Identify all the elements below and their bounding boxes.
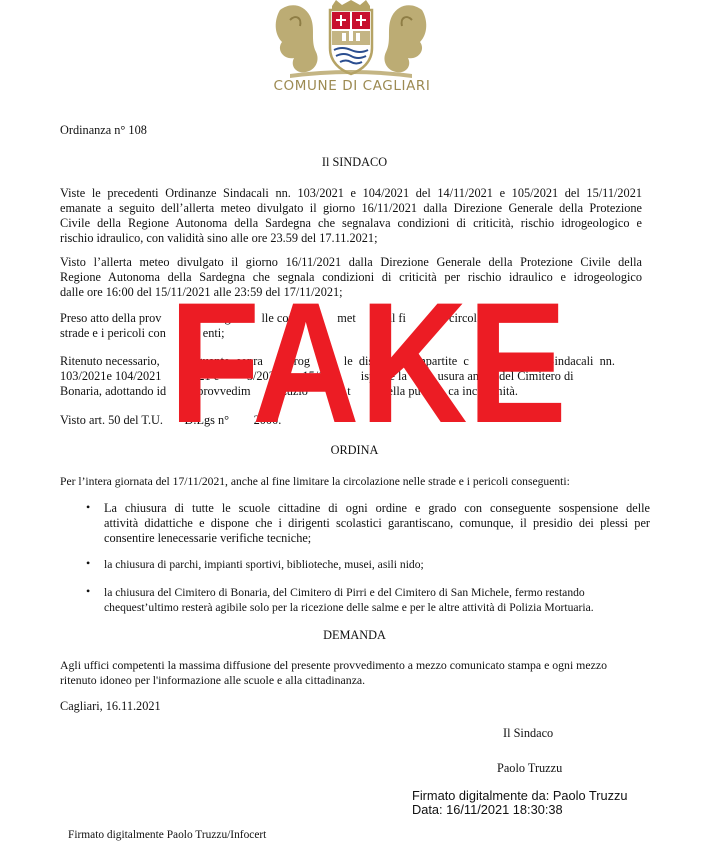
ordina-heading: ORDINA — [330, 443, 379, 457]
paragraph-line: 103/2021e 104/2021 021 e 5/202 15/11 isporre la usura anche del Cimitero di — [60, 369, 574, 383]
place-date: Cagliari, 16.11.2021 — [60, 699, 161, 713]
bullet-point: • — [86, 584, 91, 598]
demanda-line: Agli uffici competenti la massima diffusione del presente provvedimento a mezzo comunicato stampa e ogni mezzo — [60, 658, 607, 672]
item-line: consentire lenecessarie verifiche tecniche; — [104, 531, 312, 545]
paragraph-line: dalle ore 16:00 del 15/11/2021 alle 23:59 del 17/11/2021; — [60, 285, 343, 299]
signature-name: Paolo Truzzu — [497, 761, 563, 775]
demanda-text — [60, 658, 660, 688]
ordina-item-cimiteri — [104, 585, 650, 615]
footer-digital-signature: Firmato digitalmente Paolo Truzzu/Infocert — [68, 829, 267, 841]
item-line: la chiusura del Cimitero di Bonaria, del Cimitero di Pirri e del Cimitero di San Michele, fermo restando — [104, 586, 585, 599]
bullet-point: • — [86, 556, 91, 570]
paragraph-line: rischio idraulico, con validità sino alle ore 23.59 del 17.11.2021; — [60, 231, 378, 245]
fake-watermark-text: FAKE — [169, 292, 567, 432]
visto-art-50: Visto art. 50 del T.U. D.Lgs n° 2000. — [60, 413, 282, 427]
digital-signature-line1: Firmato digitalmente da: Paolo Truzzu — [412, 788, 628, 803]
demanda-heading: DEMANDA — [323, 628, 386, 642]
paragraph-line: Regione Autonoma della Sardegna che segnala condizioni di criticità per rischio idraulico e idrogeologico — [60, 270, 642, 284]
paragraph-line: Civile della Regione Autonoma della Sardegna che segnalava condizioni di criticità, rischio idrogeologico e — [60, 216, 642, 230]
ordina-intro: Per l’intera giornata del 17/11/2021, anche al fine limitare la circolazione nelle strade e i pericoli conseguenti: — [60, 475, 570, 488]
paragraph-line: strade e i pericoli con enti; — [60, 326, 225, 340]
signature-role: Il Sindaco — [503, 726, 554, 740]
paragraph-line: Viste le precedenti Ordinanze Sindacali nn. 103/2021 e 104/2021 del 14/11/2021 e 105/2021 del 15/11/2021 — [60, 186, 642, 200]
item-line: attività didattiche e dispone che i dirigenti scolastici garantiscano, comunque, il presidio dei plessi per — [104, 516, 650, 530]
ordina-item-parchi: la chiusura di parchi, impianti sportivi, biblioteche, musei, asili nido; — [104, 558, 424, 571]
paragraph-line: Visto l’allerta meteo divulgato il giorno 16/11/2021 dalla Direzione Generale della Protezione Civile della — [60, 255, 642, 269]
demanda-line: ritenuto idoneo per l'informazione alle scuole e alla cittadinanza. — [60, 673, 366, 687]
logo-text: COMUNE DI CAGLIARI — [273, 78, 431, 94]
item-line: chequest’ultimo resterà agibile solo per la ricezione delle salme e per le altre attività di Polizia Mortuaria. — [104, 601, 594, 614]
fake-watermark-stamp — [168, 292, 568, 432]
document-title: Il SINDACO — [321, 155, 388, 169]
digital-signature-line2: Data: 16/11/2021 18:30:38 — [412, 802, 563, 817]
item-line: La chiusura di tutte le scuole cittadine di ogni ordine e grado con conseguente sospensione delle — [104, 501, 650, 515]
paragraph-line: Preso atto della prov one neg lle condiz met al fi circolazione nelle — [60, 311, 537, 325]
bullet-point: • — [86, 500, 91, 514]
paragraph-viste — [60, 186, 642, 246]
paragraph-line: Bonaria, adottando id i provvedim zuzio a t della pu ca incolumità. — [60, 384, 518, 398]
ordina-item-scuole — [104, 501, 650, 546]
paragraph-line: emanate a seguito dell’allerta meteo divulgato il giorno 16/11/2021 dalla Direzione Generale della Protezione — [60, 201, 642, 215]
ordinanza-number: Ordinanza n° 108 — [60, 123, 147, 137]
paragraph-line: Ritenuto necessario, quanto sopra rog le disp mpartite c Ordinanze Sindacali nn. — [60, 354, 615, 368]
